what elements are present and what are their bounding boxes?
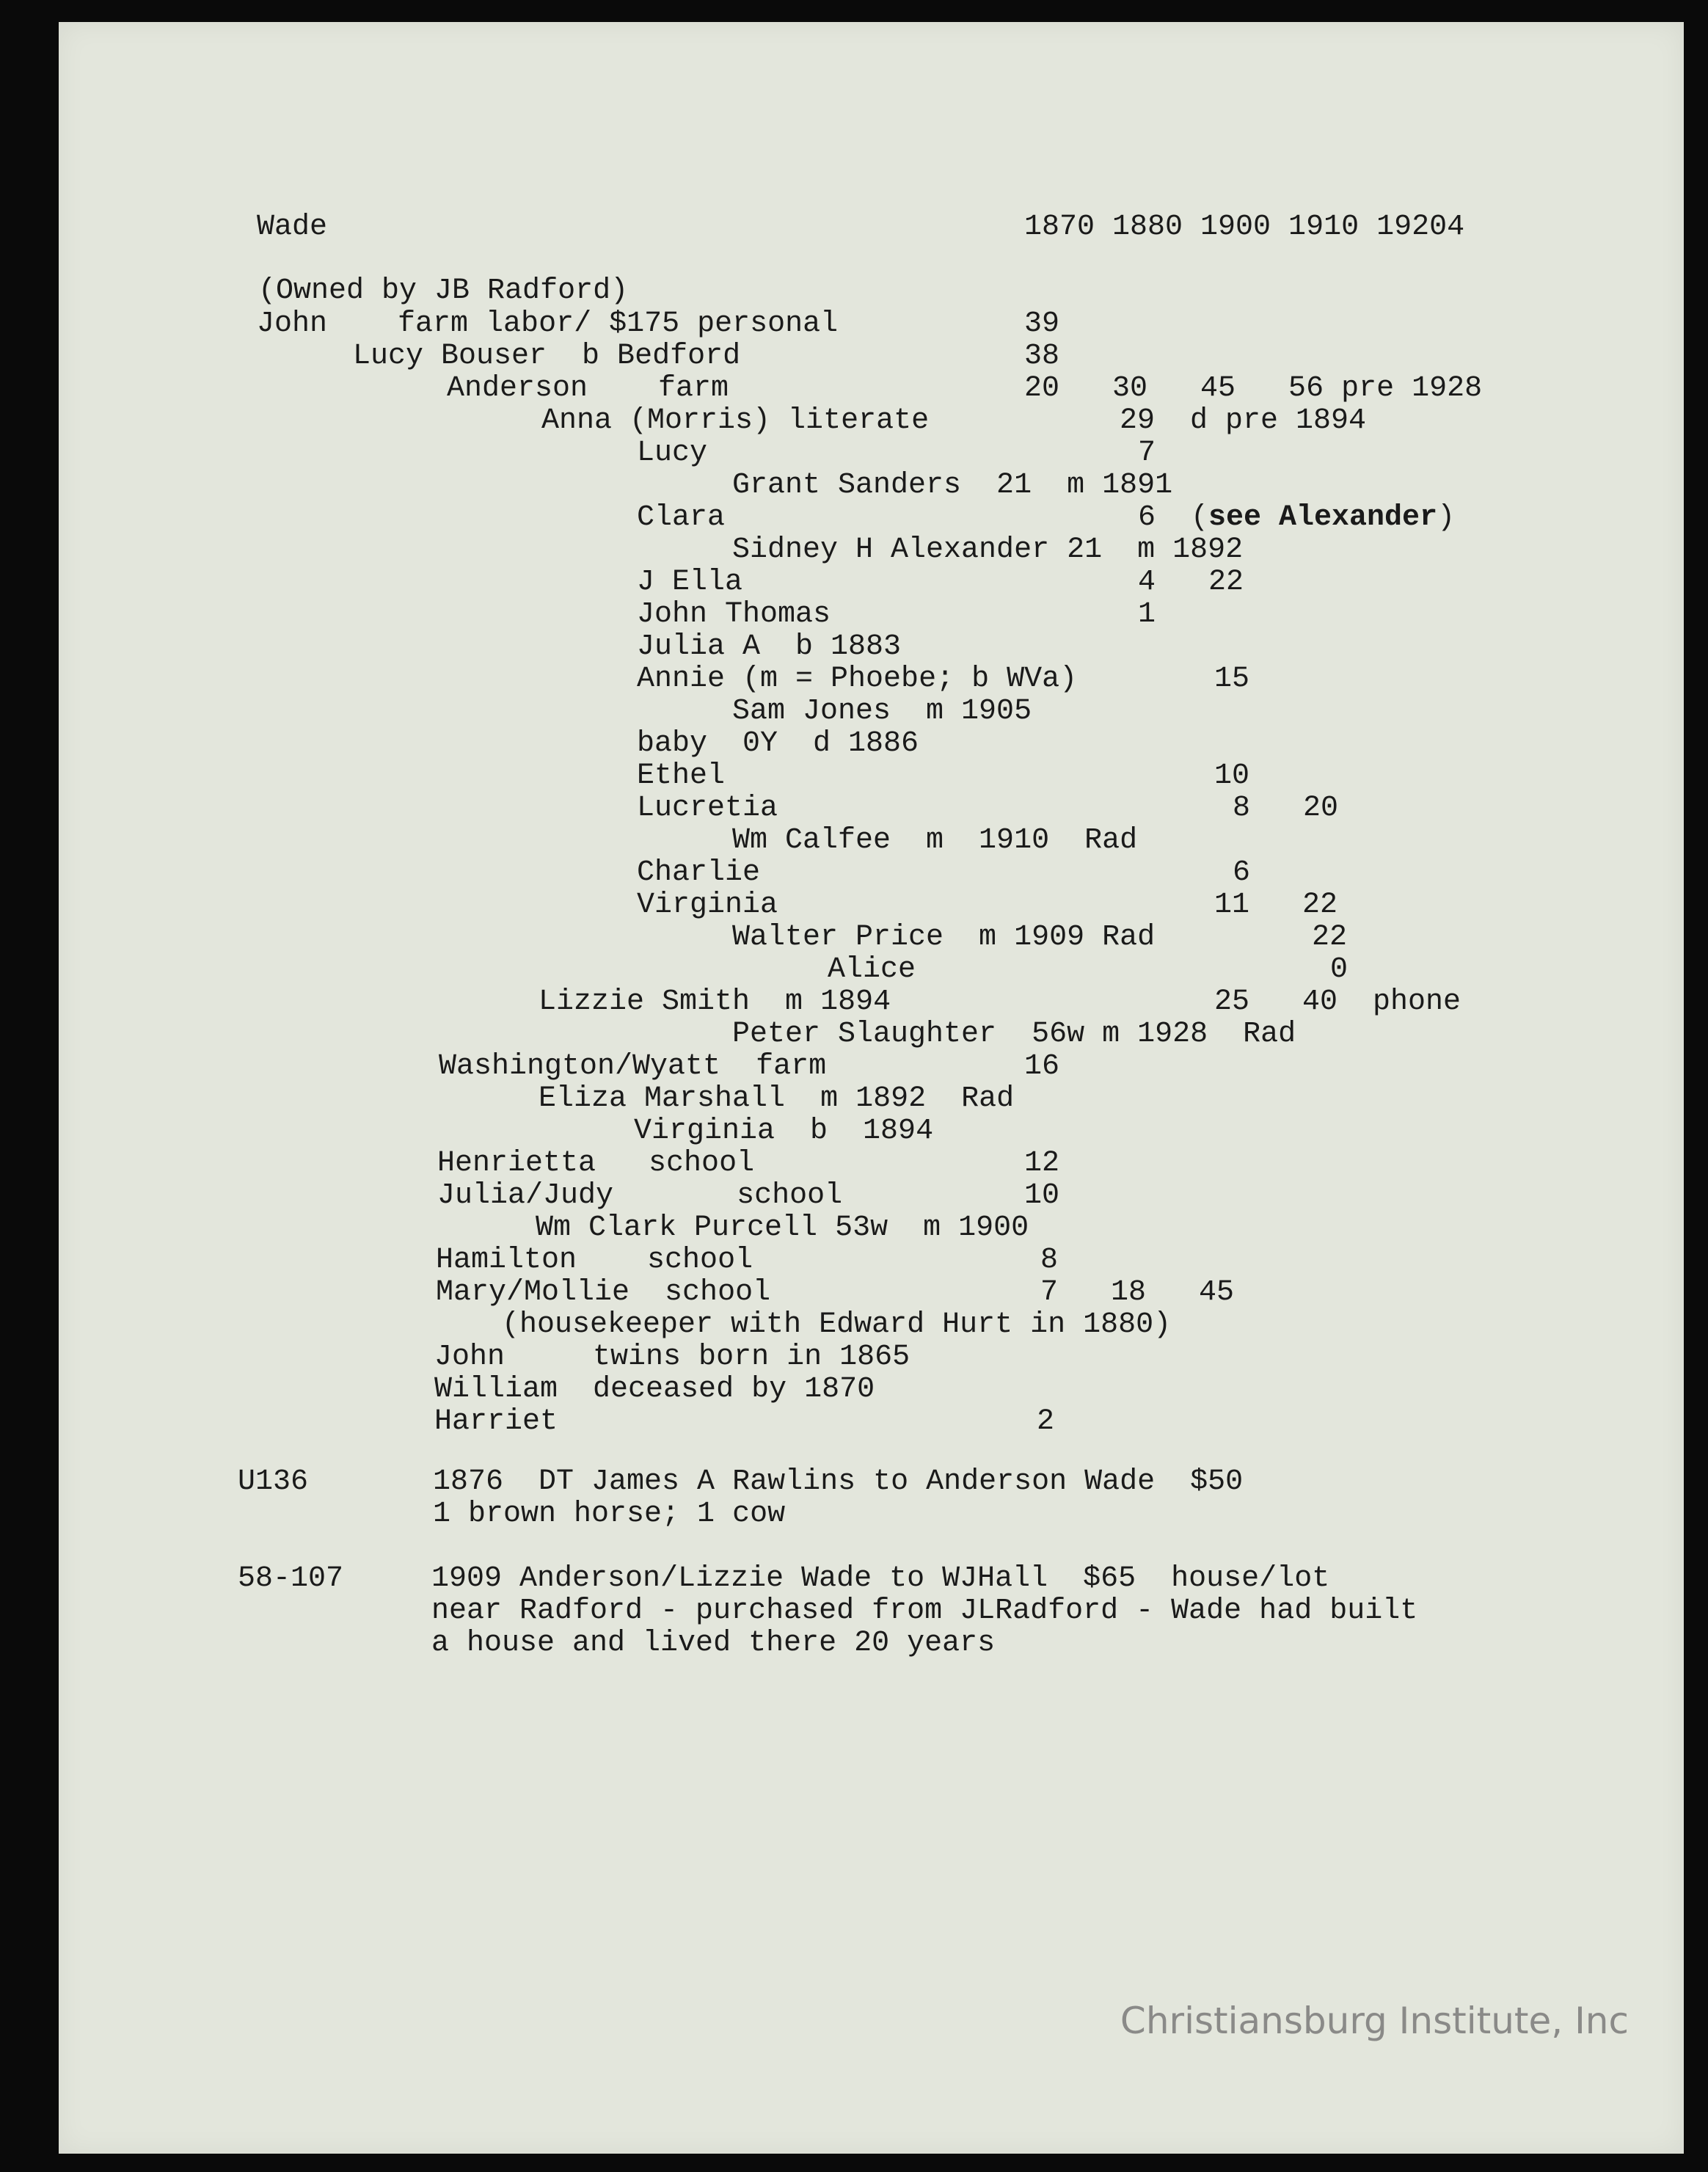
entry-name: John twins born in 1865: [434, 1341, 910, 1374]
census-values: 10: [1214, 759, 1250, 792]
entry-name: Lucy Bouser b Bedford: [353, 340, 741, 373]
ownership-note: (Owned by JB Radford): [258, 274, 629, 307]
spouse-entry: Wm Calfee m 1910 Rad: [732, 824, 1138, 857]
census-values: 16: [1024, 1050, 1060, 1083]
entry-name: John Thomas: [637, 598, 831, 631]
entry-name: Washington/Wyatt farm: [439, 1050, 827, 1083]
census-values: [1138, 503, 1455, 533]
spouse-entry: Peter Slaughter 56w m 1928 Rad: [732, 1018, 1296, 1051]
note-line: (housekeeper with Edward Hurt in 1880): [502, 1308, 1172, 1341]
cross-reference: see Alexander: [1208, 501, 1438, 534]
watermark-text: Christiansburg Institute, Inc: [1120, 2000, 1629, 2042]
spouse-entry: Wm Clark Purcell 53w m 1900: [536, 1211, 1029, 1244]
census-values: 38: [1024, 340, 1060, 373]
entry-name: Virginia b 1894: [634, 1115, 934, 1148]
entry-name: baby 0Y d 1886: [637, 727, 919, 760]
census-values: 11 22: [1214, 889, 1338, 922]
deed-description: a house and lived there 20 years: [431, 1627, 996, 1660]
entry-name: Julia A b 1883: [637, 630, 902, 663]
census-values: 1: [1138, 598, 1156, 631]
census-years-header: 1870 1880 1900 1910 19204: [1024, 211, 1465, 244]
entry-name: Annie (m = Phoebe; b WVa): [637, 663, 1078, 696]
census-values: 29 d pre 1894: [1120, 404, 1367, 437]
census-values: 4 22: [1138, 566, 1244, 599]
deed-description: 1876 DT James A Rawlins to Anderson Wade $50: [433, 1465, 1244, 1498]
deed-reference: 58-107: [238, 1562, 344, 1595]
entry-name: Virginia: [637, 889, 778, 922]
entry-name: Anderson farm: [447, 372, 729, 405]
closing-paren: ): [1437, 501, 1456, 534]
census-values: 25 40 phone: [1214, 985, 1461, 1018]
entry-name: Anna (Morris) literate: [541, 404, 930, 437]
entry-name: Hamilton school: [436, 1244, 753, 1277]
spouse-entry: Walter Price m 1909 Rad: [732, 921, 1156, 954]
spouse-entry: Grant Sanders 21 m 1891: [732, 469, 1173, 502]
deed-reference: U136: [238, 1465, 309, 1498]
entry-name: John farm labor/ $175 personal: [257, 307, 839, 340]
entry-name: William deceased by 1870: [434, 1373, 875, 1406]
deed-description: 1909 Anderson/Lizzie Wade to WJHall $65 house/lot: [431, 1562, 1330, 1595]
census-values: 7: [1138, 437, 1156, 470]
entry-name: Lucy: [637, 437, 708, 470]
census-values: 15: [1214, 663, 1250, 696]
entry-name: Clara: [637, 501, 726, 534]
entry-name: Mary/Mollie school: [436, 1276, 771, 1309]
census-values: 0: [1330, 953, 1348, 986]
entry-name: Charlie: [637, 856, 761, 889]
census-values: 22: [1312, 921, 1348, 954]
census-values: 12: [1024, 1147, 1060, 1180]
spouse-entry: Eliza Marshall m 1892 Rad: [539, 1082, 1015, 1115]
census-values: 8 20: [1233, 792, 1339, 825]
entry-name: Harriet: [434, 1405, 558, 1438]
spouse-entry: Sam Jones m 1905: [732, 695, 1032, 728]
census-value: 6 (: [1138, 501, 1209, 534]
census-values: 20 30 45 56 pre 1928: [1024, 372, 1483, 405]
census-values: 2: [1037, 1405, 1055, 1438]
entry-name: Alice: [828, 953, 916, 986]
entry-name: Lizzie Smith m 1894: [539, 985, 891, 1018]
spouse-entry: Sidney H Alexander 21 m 1892: [732, 533, 1244, 566]
entry-name: Ethel: [637, 759, 726, 792]
entry-name: Henrietta school: [437, 1147, 755, 1180]
deed-description: near Radford - purchased from JLRadford - Wade had built: [431, 1595, 1418, 1628]
deed-description: 1 brown horse; 1 cow: [433, 1498, 786, 1531]
family-name: Wade: [257, 211, 328, 244]
entry-name: Julia/Judy school: [437, 1179, 843, 1212]
census-values: 6: [1233, 856, 1251, 889]
census-values: 8: [1040, 1244, 1059, 1277]
entry-name: Lucretia: [637, 792, 778, 825]
census-values: 7 18 45: [1040, 1276, 1235, 1309]
census-values: 39: [1024, 307, 1060, 340]
census-values: 10: [1024, 1179, 1060, 1212]
entry-name: J Ella: [637, 566, 743, 599]
